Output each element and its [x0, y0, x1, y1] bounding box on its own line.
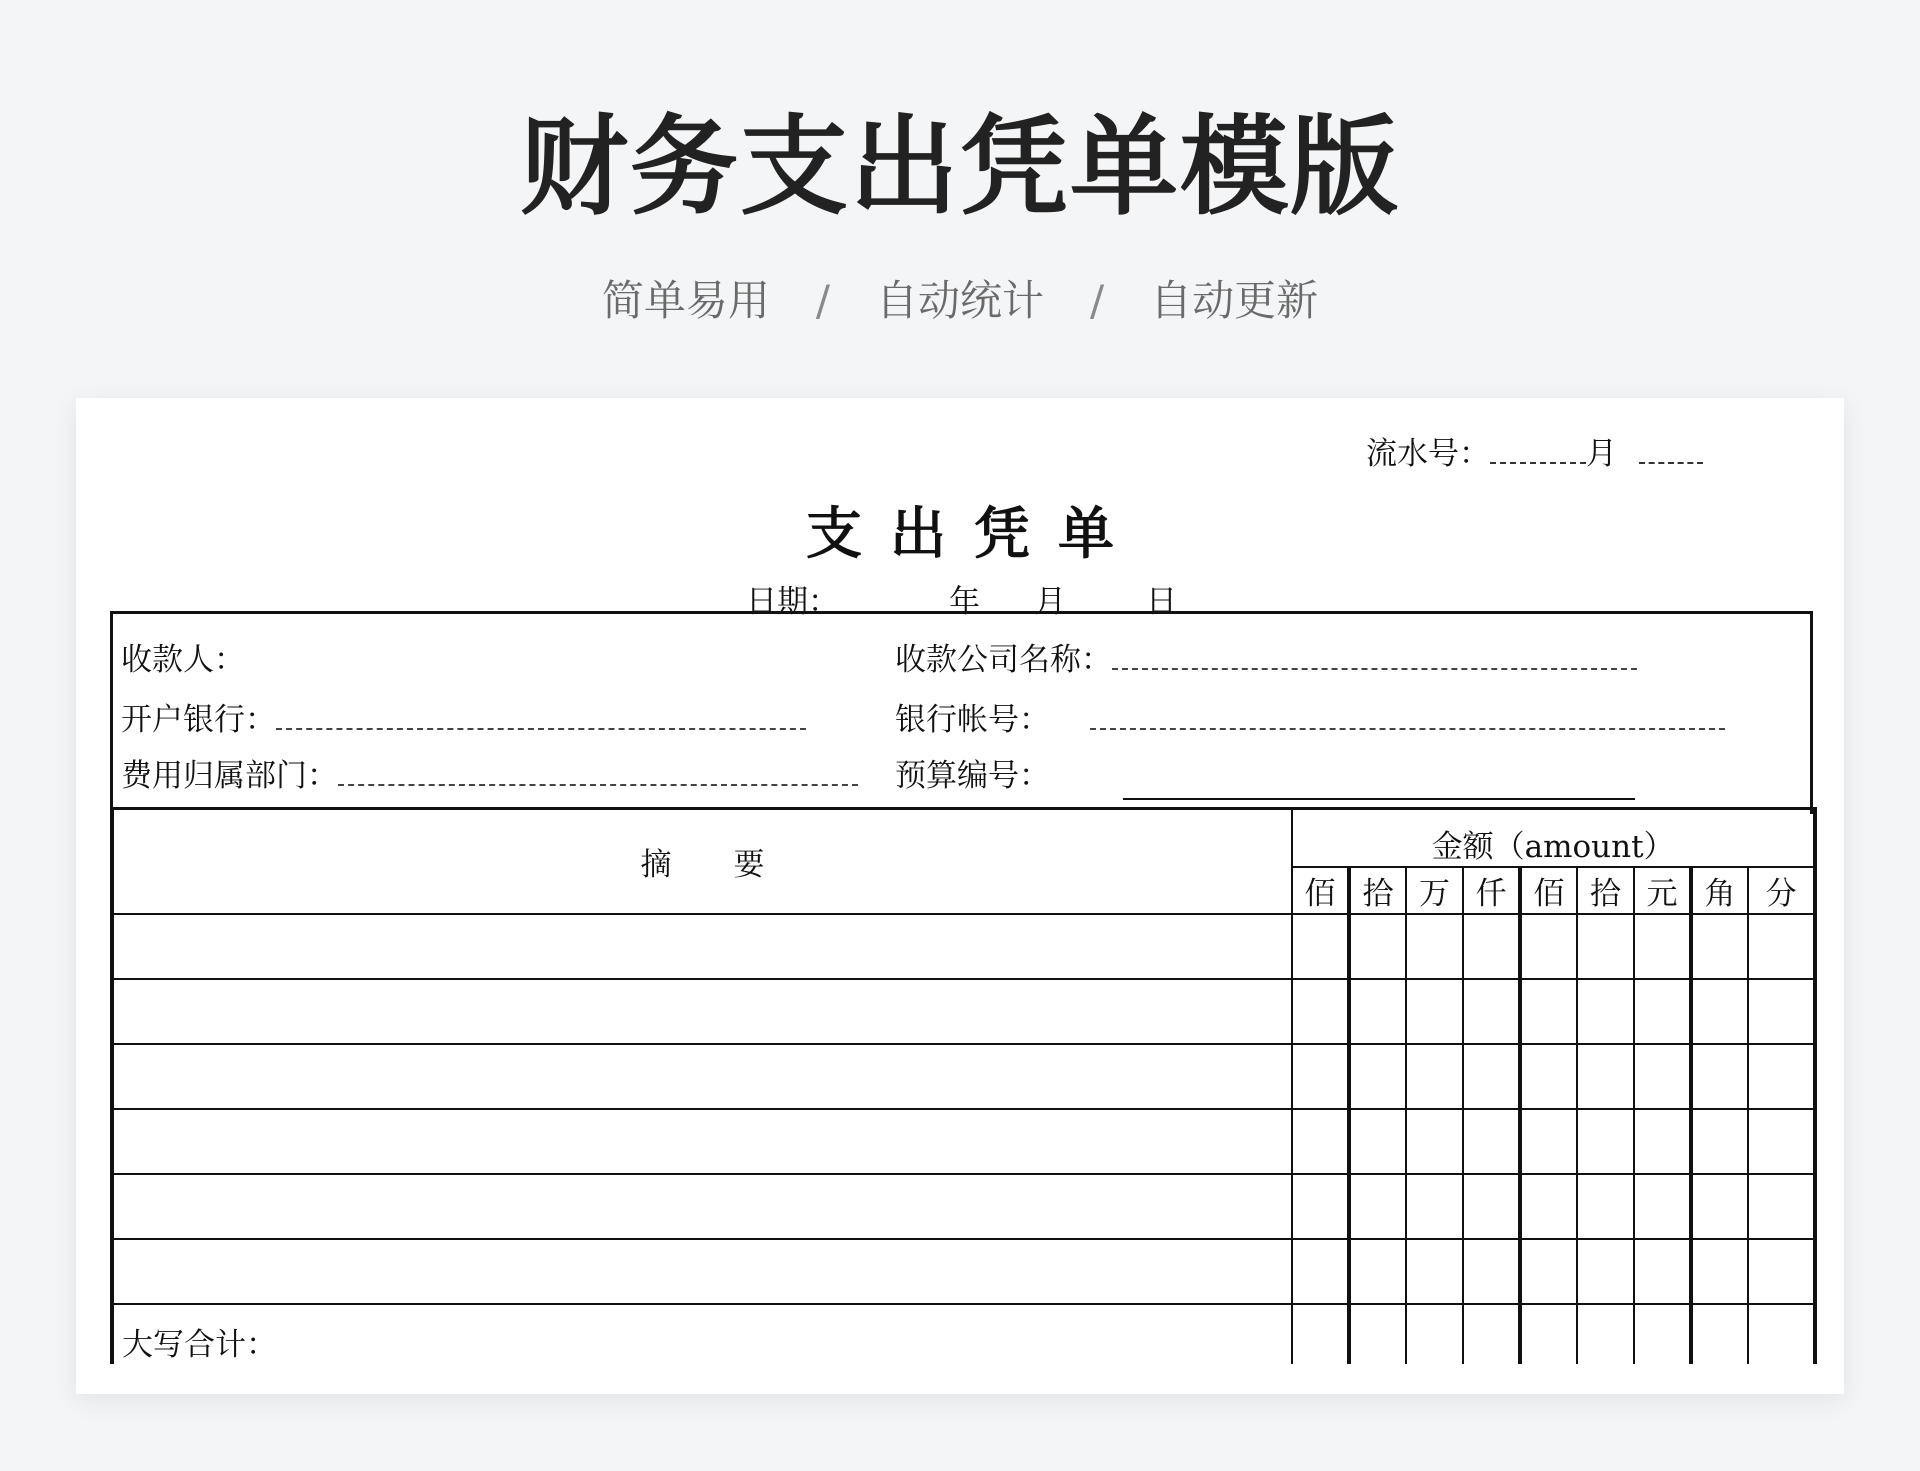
amount-digit-cell[interactable]: [1634, 1044, 1691, 1109]
digit-header-bai-wan: 佰: [1292, 867, 1349, 914]
date-year: 年: [949, 584, 980, 620]
summary-cell[interactable]: [112, 1239, 1292, 1304]
payee-info-box: [110, 611, 1813, 814]
table-row: [112, 1109, 1815, 1174]
feature-easy: 简单易用: [601, 276, 770, 325]
serial-label: 流水号：: [1366, 436, 1490, 472]
amount-digit-cell[interactable]: [1463, 1044, 1520, 1109]
amount-digit-cell[interactable]: [1520, 1044, 1577, 1109]
budget-no-field[interactable]: [895, 750, 1050, 795]
total-cell[interactable]: [1520, 1304, 1577, 1364]
total-cell[interactable]: [1748, 1304, 1815, 1364]
total-cell[interactable]: [1463, 1304, 1520, 1364]
amount-digit-cell[interactable]: [1520, 1109, 1577, 1174]
amount-digit-cell[interactable]: [1406, 1239, 1463, 1304]
digit-header-yuan: 元: [1634, 867, 1691, 914]
total-cell[interactable]: [1406, 1304, 1463, 1364]
voucher-table: [110, 807, 1813, 1394]
amount-digit-cell[interactable]: [1634, 1109, 1691, 1174]
budget-no-label: 预算编号：: [895, 758, 1050, 794]
amount-digit-cell[interactable]: [1520, 1174, 1577, 1239]
amount-digit-cell[interactable]: [1463, 1239, 1520, 1304]
digit-header-qian: 仟: [1463, 867, 1520, 914]
amount-digit-cell[interactable]: [1349, 1044, 1406, 1109]
date-day: 日: [1146, 584, 1177, 620]
amount-digit-cell[interactable]: [1577, 1044, 1634, 1109]
payee-company-blank[interactable]: [1112, 642, 1637, 670]
amount-digit-cell[interactable]: [1691, 914, 1748, 979]
amount-digit-cell[interactable]: [1349, 1239, 1406, 1304]
department-label: 费用归属部门：: [121, 758, 338, 794]
amount-digit-cell[interactable]: [1577, 979, 1634, 1044]
table-row: [112, 979, 1815, 1044]
total-cell[interactable]: [1691, 1304, 1748, 1364]
amount-digit-cell[interactable]: [1349, 979, 1406, 1044]
date-label: 日期：: [746, 584, 839, 620]
serial-no-blank[interactable]: [1639, 440, 1703, 464]
date-month: 月: [1035, 584, 1066, 620]
amount-digit-cell[interactable]: [1691, 979, 1748, 1044]
amount-digit-cell[interactable]: [1406, 979, 1463, 1044]
amount-digit-cell[interactable]: [1349, 1174, 1406, 1239]
total-cell[interactable]: [1292, 1304, 1349, 1364]
voucher-sheet: [76, 398, 1844, 1394]
amount-digit-cell[interactable]: [1520, 979, 1577, 1044]
amount-digit-cell[interactable]: [1748, 1044, 1815, 1109]
amount-digit-cell[interactable]: [1691, 1174, 1748, 1239]
serial-month: 月: [1586, 436, 1617, 472]
amount-digit-cell[interactable]: [1634, 1239, 1691, 1304]
total-cell[interactable]: [1634, 1304, 1691, 1364]
total-label: 大写合计：: [112, 1304, 1292, 1364]
amount-digit-cell[interactable]: [1292, 1044, 1349, 1109]
amount-digit-cell[interactable]: [1748, 1109, 1815, 1174]
digit-header-shi-wan: 拾: [1349, 867, 1406, 914]
separator: /: [815, 276, 830, 325]
amount-digit-cell[interactable]: [1463, 979, 1520, 1044]
amount-digit-cell[interactable]: [1691, 1044, 1748, 1109]
amount-digit-cell[interactable]: [1748, 914, 1815, 979]
amount-digit-cell[interactable]: [1748, 979, 1815, 1044]
amount-digit-cell[interactable]: [1292, 1239, 1349, 1304]
amount-digit-cell[interactable]: [1520, 1239, 1577, 1304]
amount-digit-cell[interactable]: [1406, 1044, 1463, 1109]
amount-digit-cell[interactable]: [1577, 1239, 1634, 1304]
bank-label: 开户银行：: [121, 702, 276, 738]
amount-digit-cell[interactable]: [1349, 1109, 1406, 1174]
amount-digit-cell[interactable]: [1520, 914, 1577, 979]
summary-cell[interactable]: [112, 979, 1292, 1044]
amount-digit-cell[interactable]: [1292, 914, 1349, 979]
amount-digit-cell[interactable]: [1634, 979, 1691, 1044]
voucher-title: 支出凭单: [806, 501, 1142, 567]
separator: /: [1090, 276, 1105, 325]
total-cell[interactable]: [1349, 1304, 1406, 1364]
amount-digit-cell[interactable]: [1691, 1239, 1748, 1304]
account-field[interactable]: [895, 694, 1725, 739]
amount-digit-cell[interactable]: [1406, 914, 1463, 979]
amount-digit-cell[interactable]: [1292, 1174, 1349, 1239]
summary-cell[interactable]: [112, 1174, 1292, 1239]
table-row: [112, 1044, 1815, 1109]
bank-field[interactable]: [121, 694, 806, 739]
payee-field[interactable]: [121, 634, 245, 679]
amount-digit-cell[interactable]: [1292, 979, 1349, 1044]
amount-digit-cell[interactable]: [1634, 914, 1691, 979]
amount-digit-cell[interactable]: [1577, 1174, 1634, 1239]
total-cell[interactable]: [1577, 1304, 1634, 1364]
amount-digit-cell[interactable]: [1748, 1239, 1815, 1304]
amount-digit-cell[interactable]: [1748, 1174, 1815, 1239]
summary-cell[interactable]: [112, 1044, 1292, 1109]
amount-digit-cell[interactable]: [1463, 914, 1520, 979]
serial-blank[interactable]: [1490, 440, 1586, 464]
payee-label: 收款人：: [121, 642, 245, 678]
amount-digit-cell[interactable]: [1349, 914, 1406, 979]
budget-no-blank[interactable]: [1123, 798, 1635, 800]
digit-header-fen: 分: [1748, 867, 1815, 914]
amount-digit-cell[interactable]: [1406, 1109, 1463, 1174]
payee-company-label: 收款公司名称：: [895, 642, 1112, 678]
table-row: [112, 914, 1815, 979]
digit-header-wan: 万: [1406, 867, 1463, 914]
amount-digit-cell[interactable]: [1577, 914, 1634, 979]
amount-digit-cell[interactable]: [1463, 1109, 1520, 1174]
feature-stats: 自动统计: [875, 276, 1044, 325]
account-blank[interactable]: [1090, 702, 1725, 730]
summary-header: 摘 要: [112, 809, 1292, 914]
serial-number: [1366, 428, 1703, 473]
summary-cell[interactable]: [112, 914, 1292, 979]
digit-header-bai: 佰: [1520, 867, 1577, 914]
department-blank[interactable]: [338, 758, 858, 786]
amount-header: 金额（amount）: [1292, 809, 1815, 867]
amount-digit-cell[interactable]: [1463, 1174, 1520, 1239]
table-row: [112, 1174, 1815, 1239]
amount-digit-cell[interactable]: [1634, 1174, 1691, 1239]
digit-header-jiao: 角: [1691, 867, 1748, 914]
amount-digit-cell[interactable]: [1691, 1109, 1748, 1174]
summary-cell[interactable]: [112, 1109, 1292, 1174]
digit-header-shi: 拾: [1577, 867, 1634, 914]
account-label: 银行帐号：: [895, 702, 1050, 738]
feature-tagline: [0, 268, 1920, 328]
department-field[interactable]: [121, 750, 858, 795]
payee-company-field[interactable]: [895, 634, 1637, 679]
bank-blank[interactable]: [276, 702, 806, 730]
table-row: [112, 1239, 1815, 1304]
feature-update: 自动更新: [1150, 276, 1319, 325]
page-title: 财务支出凭单模版: [519, 105, 1400, 230]
amount-digit-cell[interactable]: [1406, 1174, 1463, 1239]
amount-digit-cell[interactable]: [1292, 1109, 1349, 1174]
amount-digit-cell[interactable]: [1577, 1109, 1634, 1174]
